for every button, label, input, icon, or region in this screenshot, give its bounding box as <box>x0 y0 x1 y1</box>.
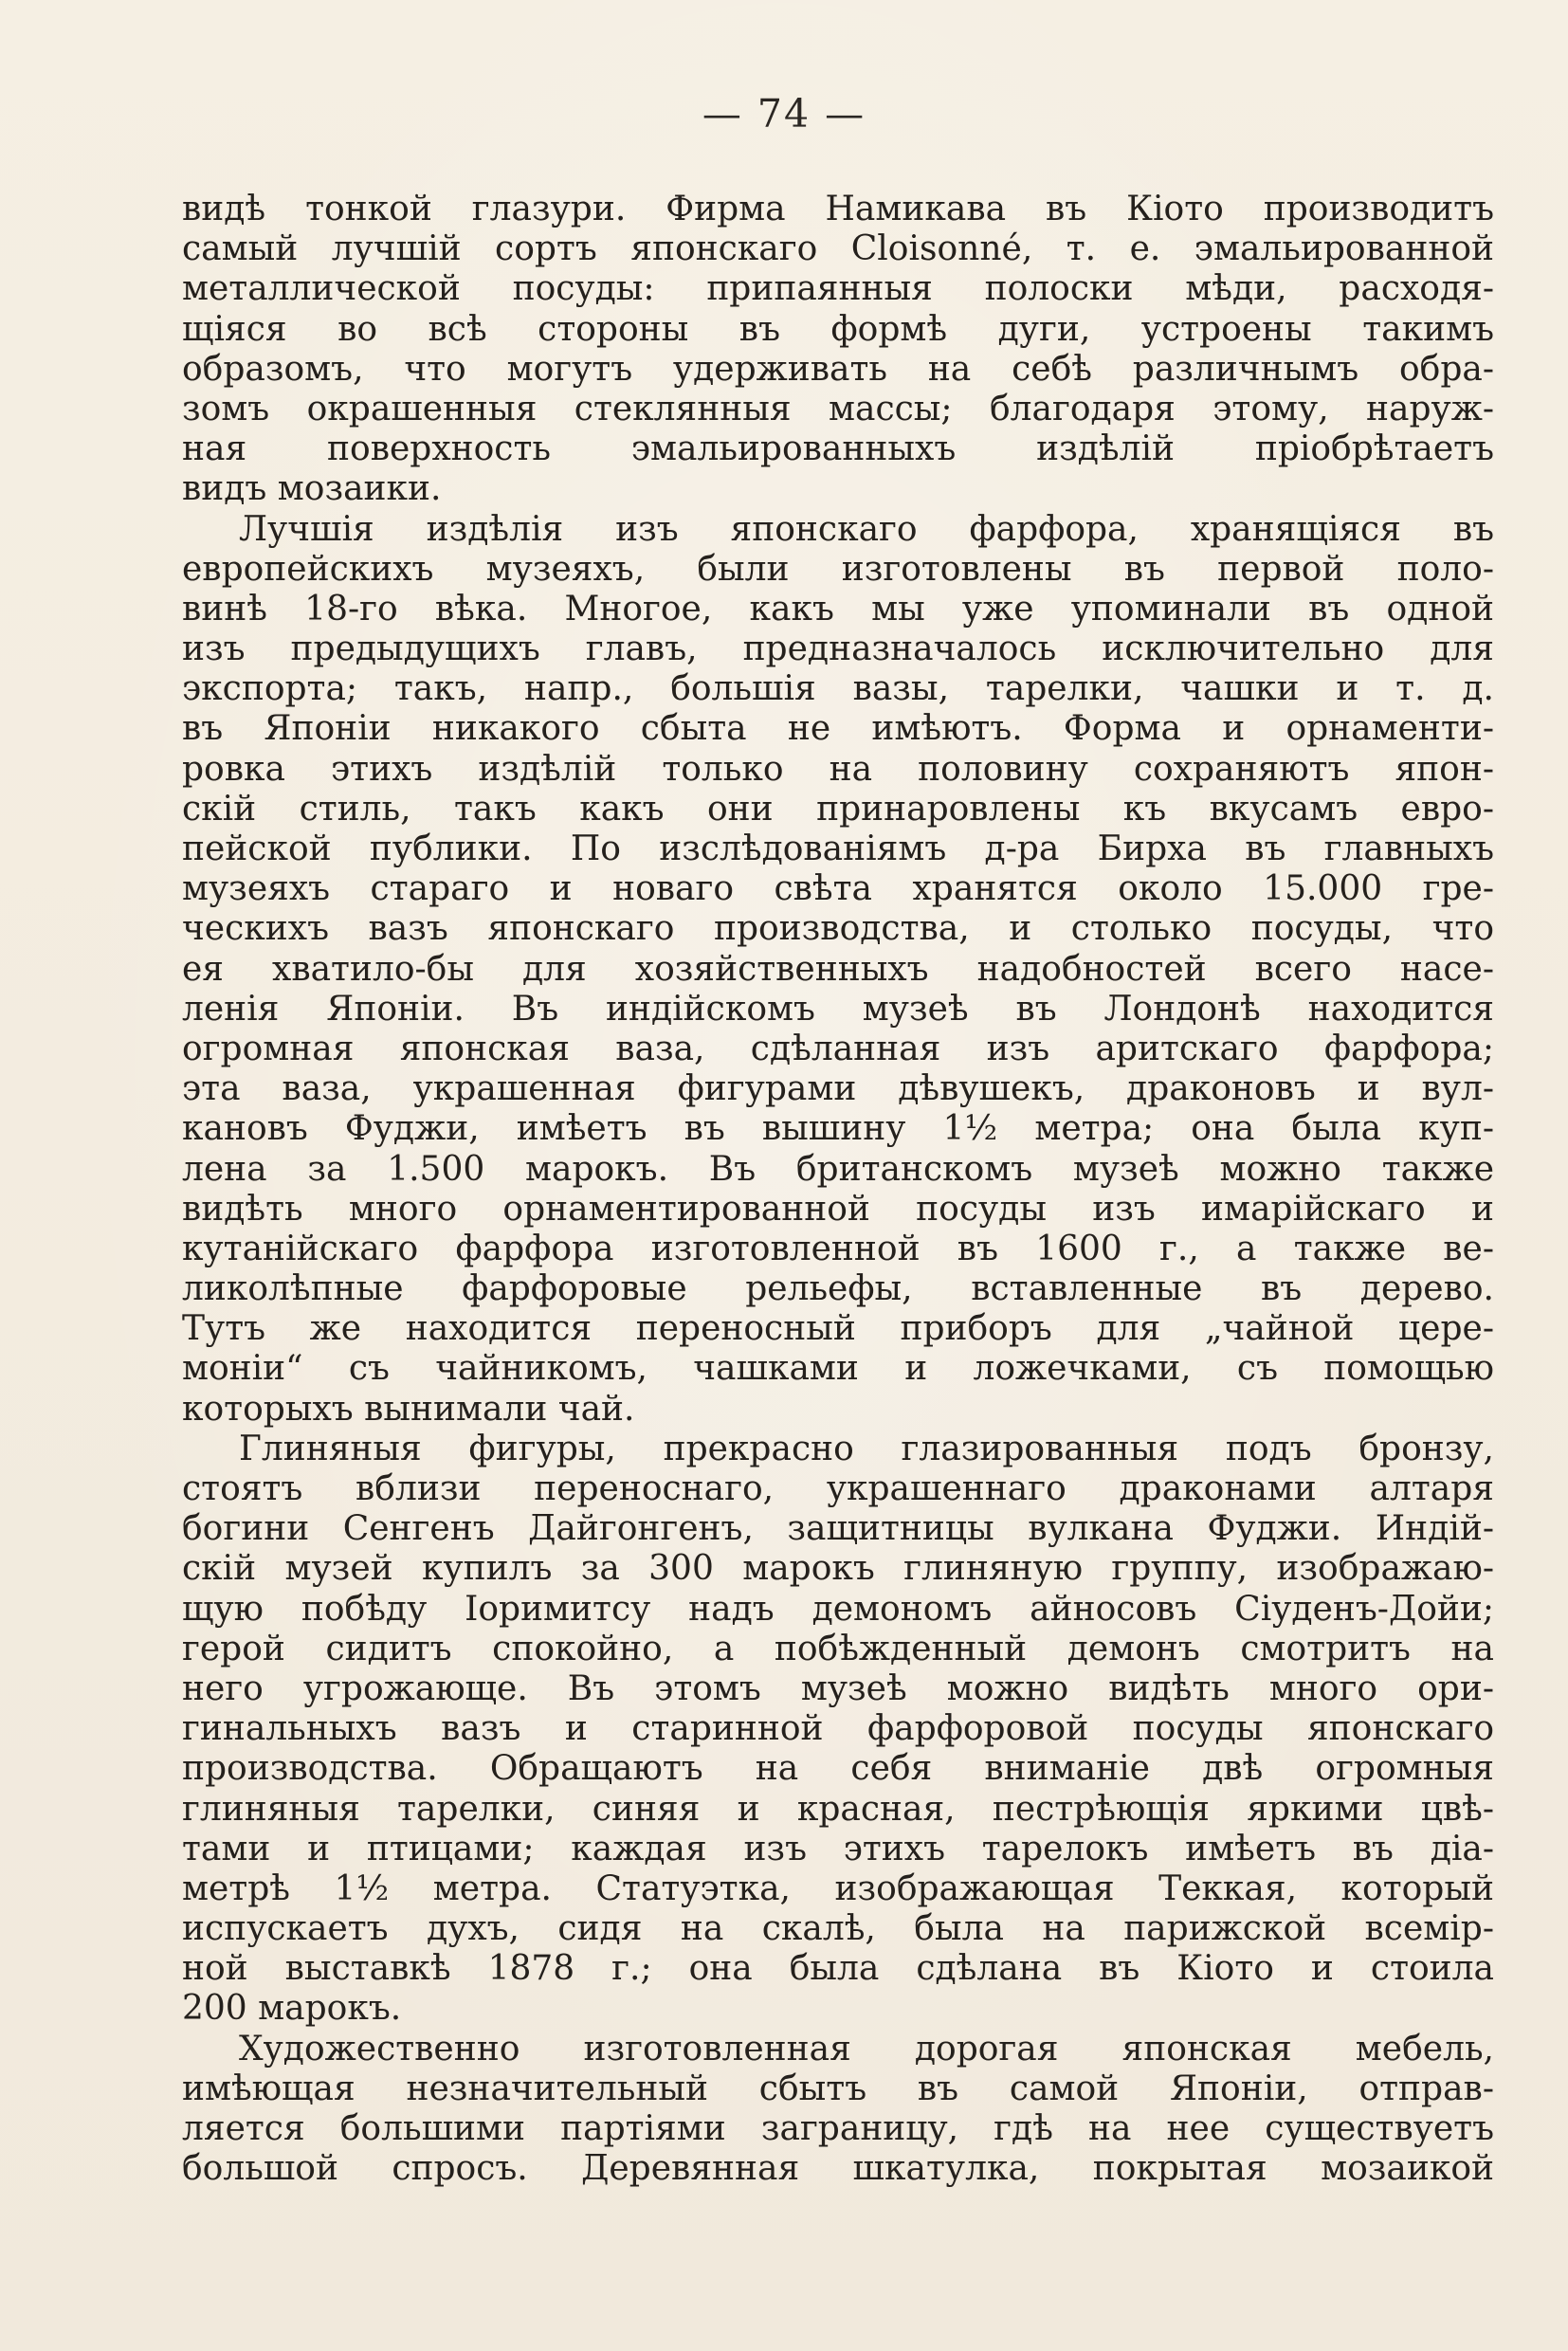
text-line: въ Японіи никакого сбыта не имѣютъ. Форма и орнаменти- <box>182 709 1494 749</box>
text-line: стоятъ вблизи переноснаго, украшеннаго драконами алтаря <box>182 1469 1494 1508</box>
text-line: щіяся во всѣ стороны въ формѣ дуги, устроены такимъ <box>182 309 1494 349</box>
text-line: него угрожающе. Въ этомъ музеѣ можно видѣть много ори- <box>182 1668 1494 1708</box>
text-line: изъ предыдущихъ главъ, предназначалось исключительно для <box>182 629 1494 669</box>
text-line: щую побѣду Іоримитсу надъ демономъ айносовъ Сіуденъ-Дойи; <box>182 1589 1494 1629</box>
text-line: Тутъ же находится переносный приборъ для „чайной цере- <box>182 1309 1494 1349</box>
text-line: моніи“ съ чайникомъ, чашками и ложечками, съ помощью <box>182 1349 1494 1389</box>
text-line: ная поверхность эмальированныхъ издѣлій пріобрѣтаетъ <box>182 429 1494 469</box>
text-line: ческихъ вазъ японскаго производства, и столько посуды, что <box>182 909 1494 949</box>
text-line: ея хватило-бы для хозяйственныхъ надобностей всего насе- <box>182 949 1494 989</box>
text-line: музеяхъ стараго и новаго свѣта хранятся около 15.000 гре- <box>182 869 1494 909</box>
text-line: глиняныя тарелки, синяя и красная, пестрѣющія яркими цвѣ- <box>182 1789 1494 1829</box>
text-line: ленія Японіи. Въ индійскомъ музеѣ въ Лондонѣ находится <box>182 989 1494 1029</box>
text-line: лена за 1.500 марокъ. Въ британскомъ музеѣ можно также <box>182 1149 1494 1189</box>
text-line: ной выставкѣ 1878 г.; она была сдѣлана въ Кіото и стоила <box>182 1949 1494 1989</box>
text-line: самый лучшій сортъ японскаго Cloisonné, т. е. эмальированной <box>182 229 1494 269</box>
text-line: большой спросъ. Деревянная шкатулка, покрытая мозаикой <box>182 2149 1494 2189</box>
text-line: образомъ, что могутъ удерживать на себѣ различнымъ обра- <box>182 349 1494 389</box>
text-line: металлической посуды: припаянныя полоски мѣди, расходя- <box>182 269 1494 309</box>
text-line: видѣть много орнаментированной посуды изъ имарійскаго и <box>182 1189 1494 1229</box>
text-line: пейской публики. По изслѣдованіямъ д-ра Бирха въ главныхъ <box>182 829 1494 868</box>
text-line: эта ваза, украшенная фигурами дѣвушекъ, драконовъ и вул- <box>182 1069 1494 1109</box>
text-line: винѣ 18-го вѣка. Многое, какъ мы уже упоминали въ одной <box>182 589 1494 629</box>
text-line: Глиняныя фигуры, прекрасно глазированныя подъ бронзу, <box>239 1429 1494 1468</box>
text-line: гинальныхъ вазъ и старинной фарфоровой посуды японскаго <box>182 1709 1494 1749</box>
text-line: экспорта; такъ, напр., большія вазы, тарелки, чашки и т. д. <box>182 669 1494 709</box>
text-line: зомъ окрашенныя стеклянныя массы; благодаря этому, наруж- <box>182 389 1494 428</box>
paragraph-2 <box>182 510 1494 1430</box>
text-line: Лучшія издѣлія изъ японскаго фарфора, хранящіяся въ <box>239 509 1494 549</box>
text-line: тами и птицами; каждая изъ этихъ тарелокъ имѣетъ въ діа- <box>182 1829 1494 1868</box>
body-text <box>182 190 1494 2189</box>
text-line: богини Сенгенъ Дайгонгенъ, защитницы вулкана Фуджи. Индій- <box>182 1509 1494 1549</box>
text-line: ляется большими партіями заграницу, гдѣ на нее существуетъ <box>182 2109 1494 2148</box>
text-line: метрѣ 1½ метра. Статуэтка, изображающая Теккая, который <box>182 1868 1494 1908</box>
text-line: европейскихъ музеяхъ, были изготовлены въ первой поло- <box>182 549 1494 589</box>
page-number: — 74 — <box>702 91 866 137</box>
text-line: имѣющая незначительный сбытъ въ самой Японіи, отправ- <box>182 2069 1494 2108</box>
text-line: видѣ тонкой глазури. Фирма Намикава въ Кіото производитъ <box>182 190 1494 228</box>
text-line: видъ мозаики. <box>182 469 442 509</box>
text-line: ровка этихъ издѣлій только на половину сохраняютъ япон- <box>182 749 1494 789</box>
text-line: производства. Обращаютъ на себя вниманіе двѣ огромныя <box>182 1749 1494 1789</box>
text-line: ликолѣпные фарфоровые рельефы, вставленные въ дерево. <box>182 1269 1494 1309</box>
paragraph-1 <box>182 190 1494 510</box>
text-line: кутанійскаго фарфора изготовленной въ 1600 г., а также ве- <box>182 1229 1494 1268</box>
paragraph-3 <box>182 1430 1494 2030</box>
text-line: испускаетъ духъ, сидя на скалѣ, была на парижской всемір- <box>182 1909 1494 1949</box>
text-line: кановъ Фуджи, имѣетъ въ вышину 1½ метра; она была куп- <box>182 1109 1494 1149</box>
text-line: Художественно изготовленная дорогая японская мебель, <box>239 2029 1494 2069</box>
paragraph-4 <box>182 2030 1494 2190</box>
text-line: скій стиль, такъ какъ они принаровлены къ вкусамъ евро- <box>182 789 1494 829</box>
text-line: герой сидитъ спокойно, а побѣжденный демонъ смотритъ на <box>182 1629 1494 1668</box>
text-line: которыхъ вынимали чай. <box>182 1389 635 1429</box>
text-line: скій музей купилъ за 300 марокъ глиняную группу, изображаю- <box>182 1549 1494 1589</box>
text-line: 200 марокъ. <box>182 1989 402 2029</box>
text-line: огромная японская ваза, сдѣланная изъ аритскаго фарфора; <box>182 1029 1494 1068</box>
